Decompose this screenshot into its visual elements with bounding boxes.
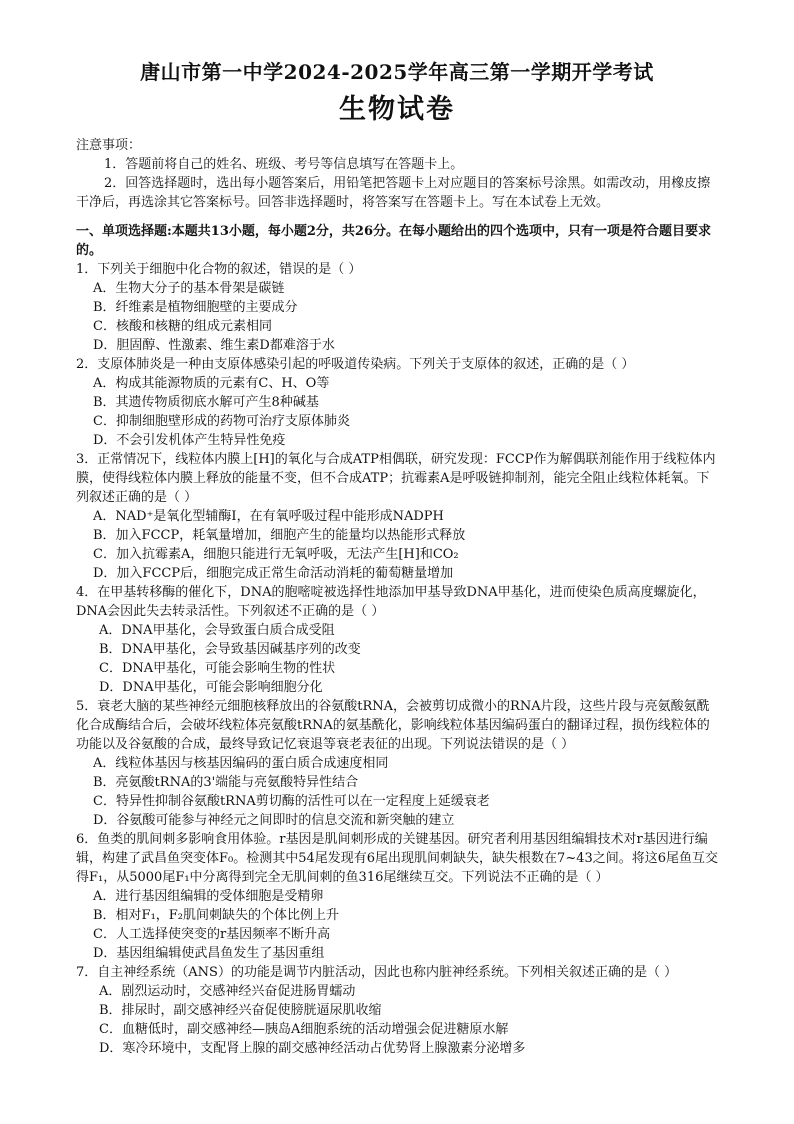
option-b: B．其遗传物质彻底水解可产生8种碱基: [93, 395, 319, 410]
option-b: B．纤维素是植物细胞壁的主要成分: [93, 300, 298, 315]
option-d: D．基因组编辑使武昌鱼发生了基因重组: [93, 946, 325, 961]
question-3: [76, 450, 720, 583]
option-b: B．亮氨酸tRNA的3'端能与亮氨酸特异性结合: [93, 775, 359, 790]
option-c: C．核酸和核糖的组成元素相同: [93, 319, 272, 334]
option-a: A．构成其能源物质的元素有C、H、O等: [93, 376, 330, 391]
option-b: B．相对F₁，F₂肌间刺缺失的个体比例上升: [93, 908, 340, 923]
option-d: D．加入FCCP后，细胞完成正常生命活动消耗的葡萄糖量增加: [93, 566, 454, 581]
option-c: C．加入抗霉素A，细胞只能进行无氧呼吸，无法产生[H]和CO₂: [93, 547, 459, 562]
question-stem: 4．在甲基转移酶的催化下，DNA的胞嘧啶被选择性地添加甲基导致DNA甲基化，进而使染色质高度螺旋化，DNA会因此失去转录活性。下列叙述不正确的是（ ）: [76, 585, 706, 619]
option-b: B．DNA甲基化，会导致基因碱基序列的改变: [99, 642, 361, 657]
exam-body: [76, 136, 720, 1058]
question-1: [76, 260, 720, 355]
option-c: C．抑制细胞壁形成的药物可治疗支原体肺炎: [93, 414, 350, 429]
option-b: B．排尿时，副交感神经兴奋促使膀胱逼尿肌收缩: [99, 1003, 382, 1018]
option-d: D．寒冷环境中，支配肾上腺的副交感神经活动占优势肾上腺激素分泌增多: [99, 1041, 526, 1056]
question-stem: 7．自主神经系统（ANS）的功能是调节内脏活动，因此也称内脏神经系统。下列相关叙述正确的是（ ）: [76, 965, 678, 980]
option-a: A．DNA甲基化，会导致蛋白质合成受阻: [99, 623, 335, 638]
option-b: B．加入FCCP，耗氧量增加，细胞产生的能量均以热能形式释放: [93, 528, 466, 543]
question-stem: 3．正常情况下，线粒体内膜上[H]的氧化与合成ATP相偶联，研究发现：FCCP作为解偶联剂能作用于线粒体内膜，使得线粒体内膜上释放的能量不变，但不合成ATP；抗霉素A是呼吸链抑制剂，能完全阻止线粒体耗氧。下列叙述正确的是（ ）: [76, 452, 716, 505]
question-6: [76, 830, 720, 963]
question-stem: 6．鱼类的肌间刺多影响食用体验。r基因是肌间刺形成的关键基因。研究者利用基因组编辑技术对r基因进行编辑，构建了武昌鱼突变体F₀。检测其中54尾发现有6尾出现肌间刺缺失，缺失根数在7~43之间。将这6尾鱼互交得F₁，从5000尾F₁中分离得到完全无肌间刺的鱼316尾继续互交。下列说法不正确的是（ ）: [76, 832, 719, 885]
question-4: [76, 583, 720, 697]
question-stem: 5．衰老大脑的某些神经元细胞核释放出的谷氨酸tRNA，会被剪切成微小的RNA片段，这些片段与亮氨酸氨酰化合成酶结合后，会破坏线粒体亮氨酸tRNA的氨基酰化，影响线粒体基因编码蛋白的翻译过程，损伤线粒体的功能以及谷氨酸的合成，最终导致记忆衰退等衰老表征的出现。下列说法错误的是（ ）: [76, 699, 710, 752]
option-a: A．剧烈运动时，交感神经兴奋促进肠胃蠕动: [99, 984, 356, 999]
notice-label: 注意事项：: [76, 138, 142, 153]
option-d: D．谷氨酸可能参与神经元之间即时的信息交流和新突触的建立: [93, 813, 455, 828]
option-c: C．特异性抑制谷氨酸tRNA剪切酶的活性可以在一定程度上延缓衰老: [93, 794, 490, 809]
option-c: C．血糖低时，副交感神经—胰岛A细胞系统的活动增强会促进糖原水解: [99, 1022, 509, 1037]
option-d: D．不会引发机体产生特异性免疫: [93, 433, 286, 448]
question-stem: 2．支原体肺炎是一种由支原体感染引起的呼吸道传染病。下列关于支原体的叙述，正确的是（ ）: [76, 357, 635, 372]
option-a: A．进行基因组编辑的受体细胞是受精卵: [93, 889, 324, 904]
notice-item: 2．回答选择题时，选出每小题答案后，用铅笔把答题卡上对应题目的答案标号涂黑。如需改动，用橡皮擦干净后，再选涂其它答案标号。回答非选择题时，将答案写在答题卡上。写在本试卷上无效。: [76, 176, 711, 210]
question-stem: 1．下列关于细胞中化合物的叙述，错误的是（ ）: [76, 262, 362, 277]
option-a: A．线粒体基因与核基因编码的蛋白质合成速度相同: [93, 756, 389, 771]
option-c: C．人工选择使突变的r基因频率不断升高: [93, 927, 331, 942]
question-5: [76, 697, 720, 830]
section-heading: 一、单项选择题:本题共13小题，每小题2分，共26分。在每小题给出的四个选项中，只有一项是符合题目要求的。: [76, 224, 712, 258]
option-d: D．胆固醇、性激素、维生素D都难溶于水: [93, 338, 335, 353]
exam-title: 唐山市第一中学2024-2025学年高三第一学期开学考试: [140, 60, 654, 84]
option-a: A．生物大分子的基本骨架是碳链: [93, 281, 285, 296]
option-c: C．DNA甲基化，可能会影响生物的性状: [99, 661, 336, 676]
option-d: D．DNA甲基化，可能会影响细胞分化: [99, 680, 323, 695]
option-a: A．NAD⁺是氧化型辅酶I，在有氧呼吸过程中能形成NADPH: [93, 509, 444, 524]
question-2: [76, 355, 720, 450]
question-7: [76, 963, 720, 1058]
notice-item: 1．答题前将自己的姓名、班级、考号等信息填写在答题卡上。: [104, 157, 464, 172]
exam-subject-title: 生物试卷: [339, 94, 455, 125]
